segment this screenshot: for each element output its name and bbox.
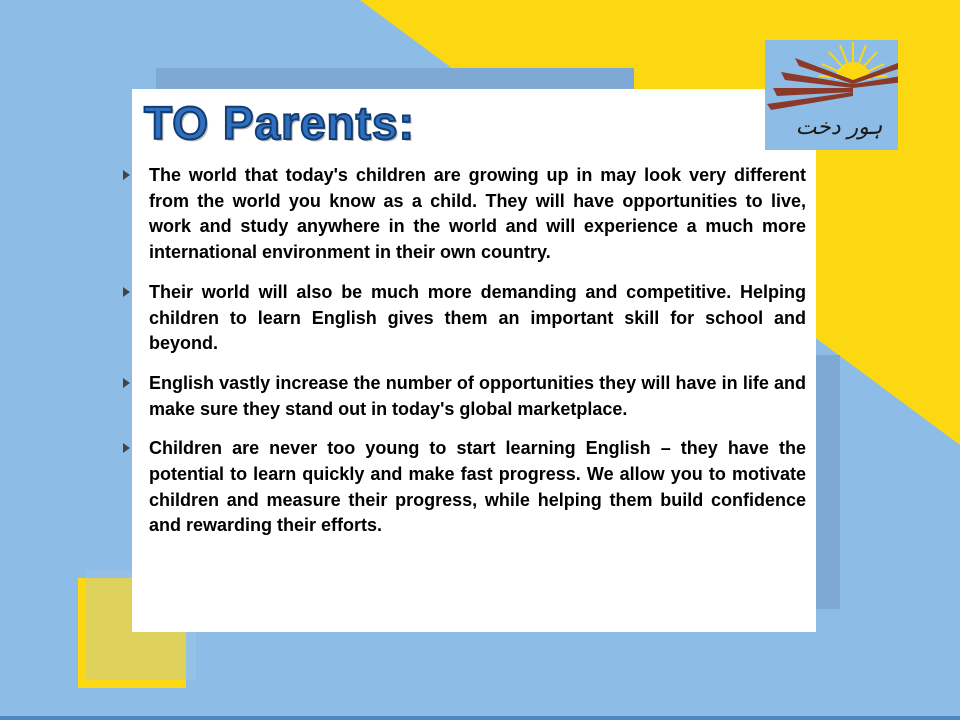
bottom-line bbox=[0, 716, 960, 720]
page-title: TO Parents: bbox=[144, 97, 415, 149]
brand-logo bbox=[765, 40, 898, 150]
bullet-text: The world that today's children are growing up in may look very different from the world you know as a child. They will have opportunities to live, work and study anywhere in the world and will experience a much more international environment in their own country. bbox=[149, 165, 806, 263]
bullet-item bbox=[120, 280, 806, 357]
triangle-bullet-icon bbox=[123, 443, 130, 453]
bullet-item bbox=[120, 436, 806, 539]
bullet-list bbox=[120, 163, 806, 553]
bullet-item bbox=[120, 371, 806, 422]
logo-text: ہور دخت bbox=[795, 115, 883, 140]
rising-sun-book-icon bbox=[765, 40, 898, 150]
card-shadow-right bbox=[816, 355, 840, 609]
triangle-bullet-icon bbox=[123, 287, 130, 297]
triangle-bullet-icon bbox=[123, 170, 130, 180]
bullet-text: Children are never too young to start learning English – they have the potential to learn quickly and make fast progress. We allow you to motivate children and measure their progress, while helping them build confidence and rewarding their efforts. bbox=[149, 438, 806, 536]
bullet-text: English vastly increase the number of opportunities they will have in life and make sure they stand out in today's global marketplace. bbox=[149, 372, 806, 419]
bullet-item bbox=[120, 163, 806, 266]
bullet-text: Their world will also be much more demanding and competitive. Helping children to learn English gives them an important skill for school and beyond. bbox=[149, 281, 806, 354]
triangle-bullet-icon bbox=[123, 378, 130, 388]
